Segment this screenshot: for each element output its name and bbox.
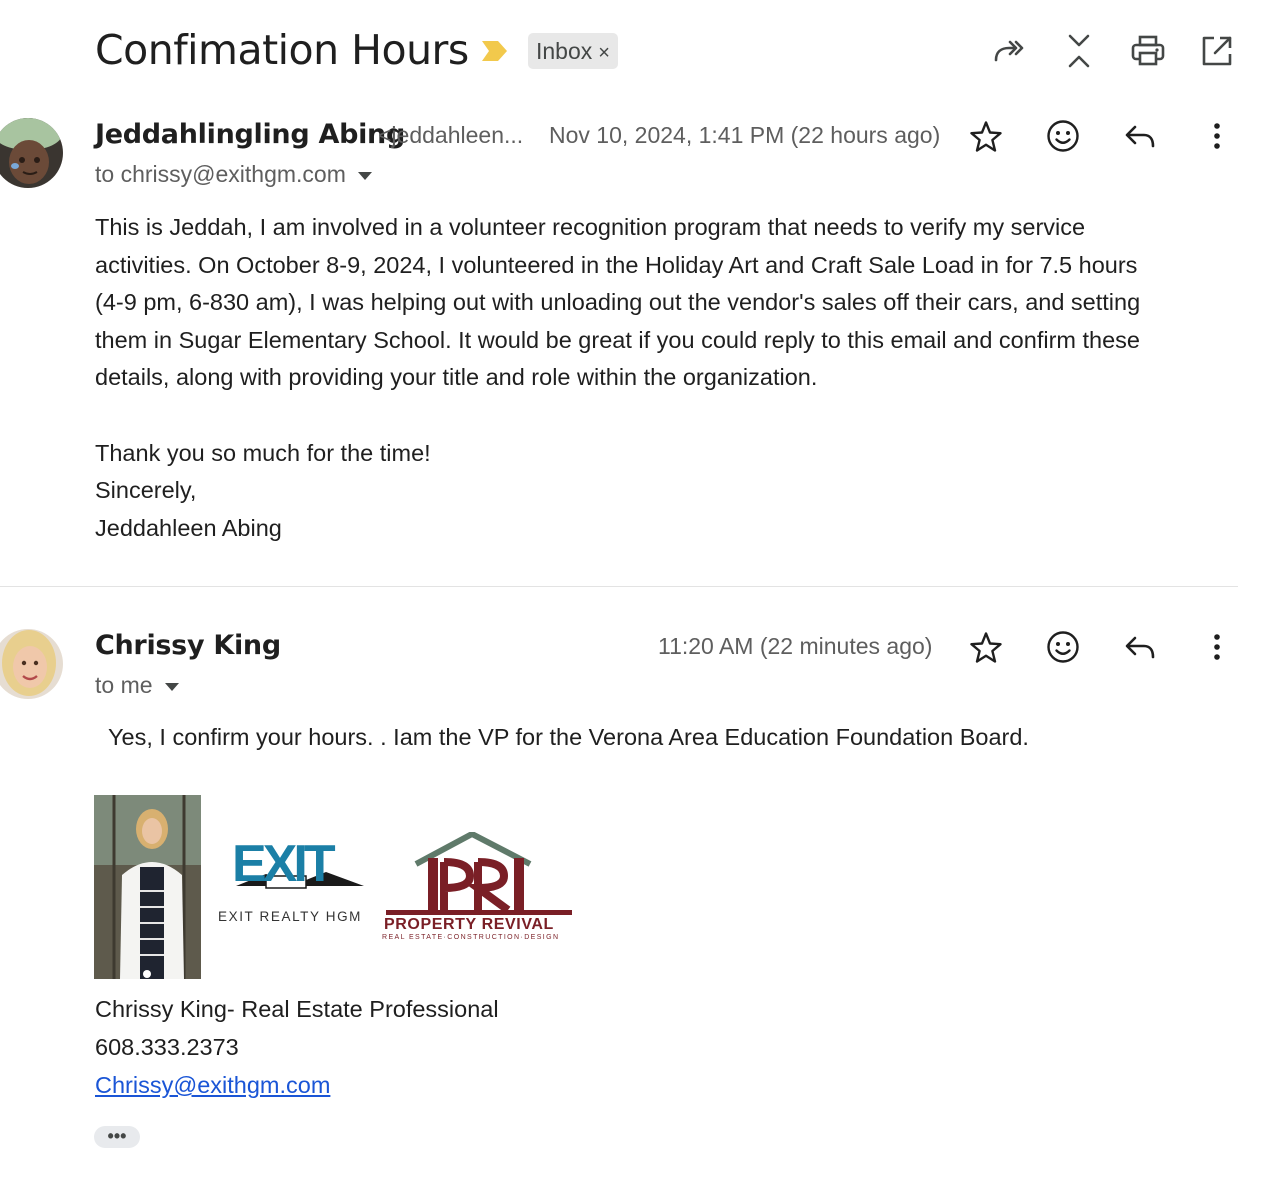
- more-options-icon[interactable]: [1199, 629, 1235, 665]
- body-line: details, along with providing your title and role within the organization.: [95, 364, 818, 391]
- avatar[interactable]: [0, 118, 63, 188]
- message-date[interactable]: Nov 10, 2024, 1:41 PM (22 hours ago): [549, 122, 941, 148]
- body-line: (4-9 pm, 6-830 am), I was helping out with unloading out the vendor's sales off their cars, and setting: [95, 289, 1141, 316]
- recipient-details[interactable]: [95, 157, 372, 191]
- remove-label-icon[interactable]: ×: [598, 42, 610, 64]
- exit-logo-wordmark: EXIT: [232, 835, 332, 893]
- body-line: This is Jeddah, I am involved in a volunteer recognition program that needs to verify my service: [95, 214, 1086, 240]
- reply-icon[interactable]: [1122, 119, 1158, 155]
- sender-name[interactable]: Jeddahlingling Abing: [95, 119, 405, 150]
- show-details-caret-icon[interactable]: [358, 172, 372, 180]
- recipient-text: to me: [95, 672, 153, 698]
- reply-icon[interactable]: [1122, 630, 1158, 666]
- show-trimmed-content-button[interactable]: •••: [94, 1126, 140, 1148]
- message-date[interactable]: 11:20 AM (22 minutes ago): [658, 633, 933, 659]
- inbox-label-chip[interactable]: [528, 33, 618, 69]
- sender-email: <jeddahleen...: [378, 122, 524, 148]
- recipient-text: to chrissy@exithgm.com: [95, 161, 346, 187]
- closing-line: Thank you so much for the time!: [95, 439, 431, 466]
- closing-line: Sincerely,: [95, 477, 197, 504]
- more-options-icon[interactable]: [1199, 118, 1235, 154]
- exit-logo-caption: EXIT REALTY HGM: [218, 909, 363, 924]
- signature-name-line: Chrissy King- Real Estate Professional: [95, 996, 499, 1022]
- collapse-all-icon[interactable]: [1061, 33, 1097, 69]
- signature-phone: 608.333.2373: [95, 1034, 239, 1060]
- exit-realty-logo: [216, 835, 378, 930]
- message-body: Yes, I confirm your hours. . Iam the VP for the Verona Area Education Foundation Board.: [108, 724, 1029, 750]
- revival-logo-subtitle: REAL ESTATE·CONSTRUCTION·DESIGN: [382, 934, 560, 941]
- message-divider: [0, 586, 1238, 587]
- star-icon[interactable]: [968, 630, 1004, 666]
- open-in-new-window-icon[interactable]: [1199, 33, 1235, 69]
- avatar[interactable]: [0, 629, 63, 699]
- star-icon[interactable]: [968, 119, 1004, 155]
- signature-headshot-photo: [94, 795, 201, 979]
- body-line: activities. On October 8-9, 2024, I volunteered in the Holiday Art and Craft Sale Load in for 7.5 hours: [95, 251, 1138, 278]
- revival-logo-title: PROPERTY REVIVAL: [384, 916, 554, 933]
- forward-all-icon[interactable]: [992, 33, 1028, 69]
- show-details-caret-icon[interactable]: [165, 683, 179, 691]
- property-revival-logo: [382, 832, 572, 944]
- email-subject: Confimation Hours: [95, 26, 469, 74]
- important-marker-icon[interactable]: [478, 38, 510, 64]
- closing-line: Jeddahleen Abing: [95, 514, 282, 541]
- inbox-label-text: Inbox: [536, 38, 593, 64]
- sender-name[interactable]: Chrissy King: [95, 630, 281, 661]
- message-body: [95, 209, 1235, 547]
- add-reaction-icon[interactable]: [1045, 629, 1081, 665]
- signature-email-link[interactable]: Chrissy@exithgm.com: [95, 1072, 331, 1098]
- print-icon[interactable]: [1130, 33, 1166, 69]
- body-line: them in Sugar Elementary School. It would be great if you could reply to this email and confirm these: [95, 326, 1140, 353]
- add-reaction-icon[interactable]: [1045, 118, 1081, 154]
- recipient-details[interactable]: [95, 668, 179, 702]
